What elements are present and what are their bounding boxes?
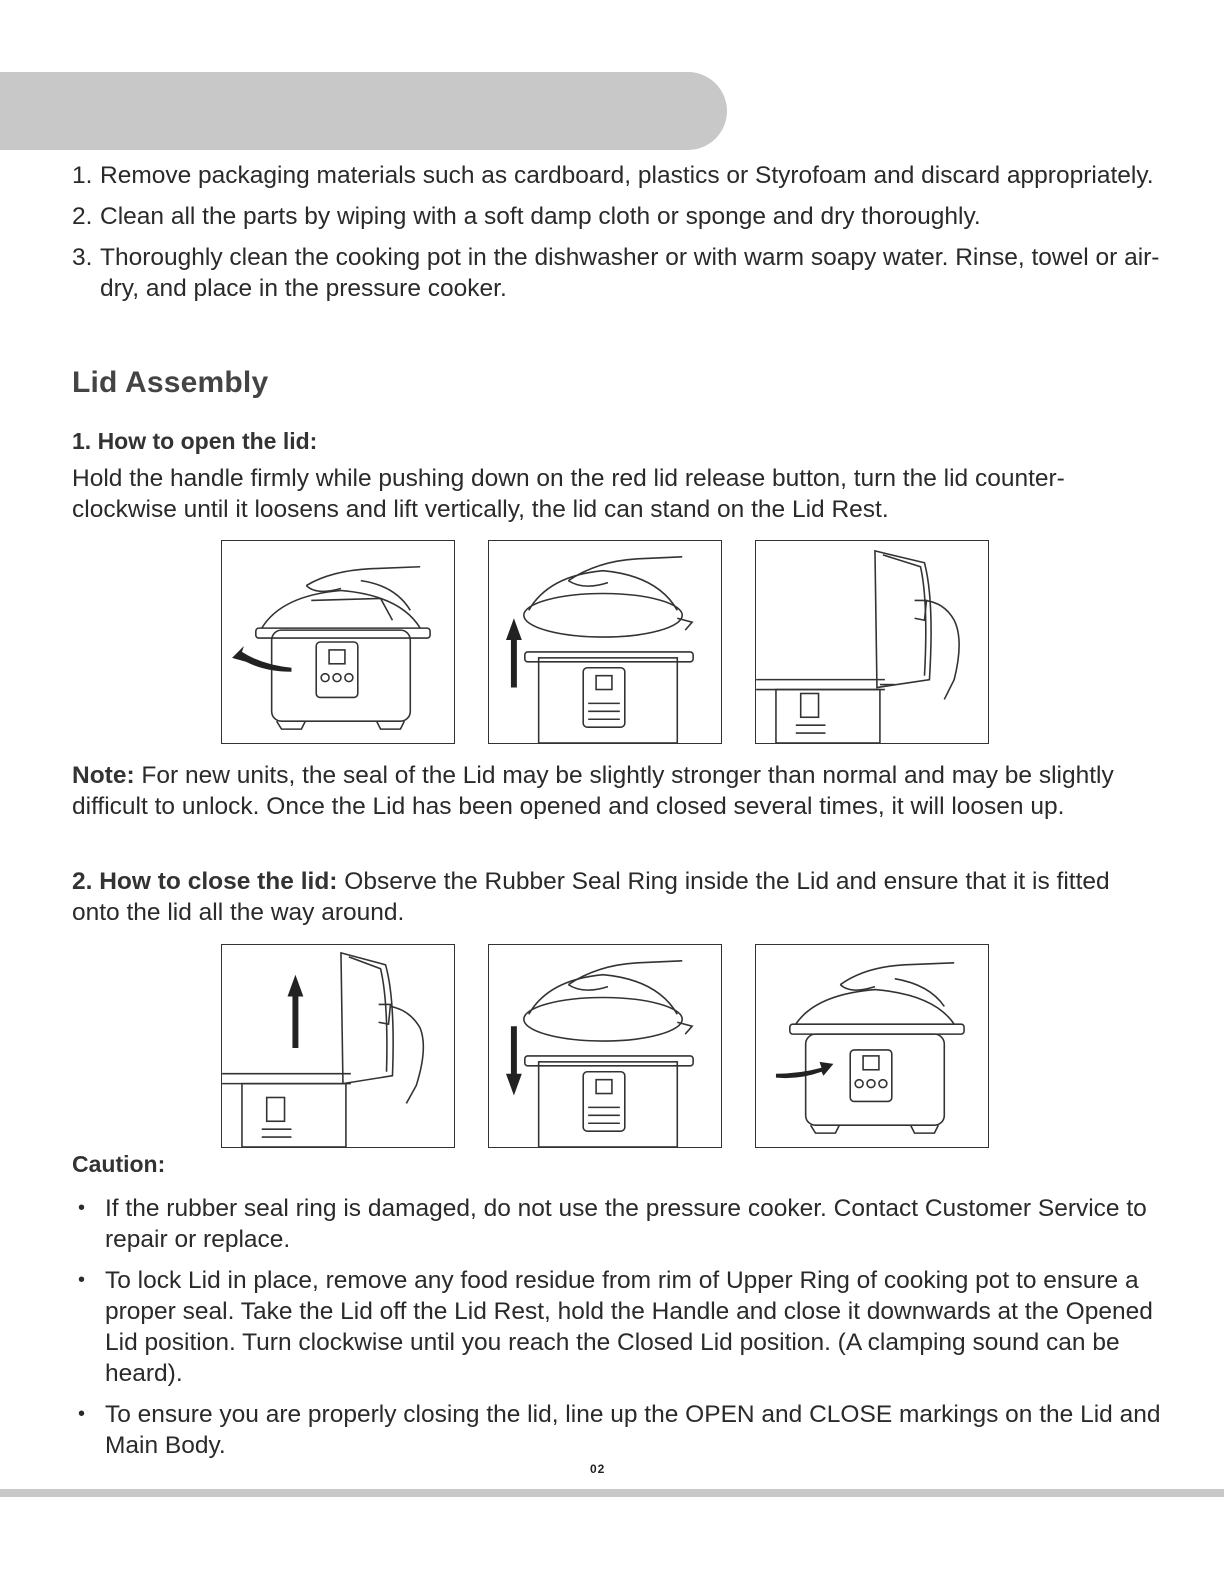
- caution-item: • To lock Lid in place, remove any food residue from rim of Upper Ring of cooking pot to ensure a proper seal. Take the Lid off the Lid Rest, hold the Handle and close it downwards at the Opened Lid position. Turn clockwise until you reach the Closed Lid position. (A clamping sound can be heard).: [78, 1267, 1153, 1387]
- open-lid-title: 1. How to open the lid:: [72, 428, 318, 454]
- up-arrow-icon: [506, 618, 522, 687]
- header-bar: [0, 72, 727, 150]
- caution-title: Caution:: [72, 1151, 166, 1177]
- caution-list: [72, 1193, 1162, 1471]
- cooker-closed-illustration: [756, 945, 988, 1147]
- step-item: 3. Thoroughly clean the cooking pot in the dishwasher or with warm soapy water. Rinse, towel or air-dry, and place in the pressure cooker.: [72, 244, 1160, 302]
- section-title: Lid Assembly: [72, 366, 269, 399]
- lid-resting-illustration: [756, 541, 988, 743]
- page-number: 02: [590, 1462, 606, 1476]
- cooker-lifting-illustration: [489, 541, 721, 743]
- up-arrow-icon: [288, 975, 304, 1048]
- lid-resting-illustration: [222, 945, 454, 1147]
- footer-bar: [0, 1489, 1224, 1497]
- rotate-arrow-icon: [776, 1062, 833, 1078]
- figure-turn-lid-clockwise: [755, 944, 989, 1148]
- open-lid-text: Hold the handle firmly while pushing down on the red lid release button, turn the lid counter-clockwise until it loosens and lift vertically, the lid can stand on the Lid Rest.: [72, 465, 1065, 523]
- figure-lid-on-rest: [755, 540, 989, 744]
- figure-lift-lid: [488, 540, 722, 744]
- down-arrow-icon: [506, 1026, 522, 1095]
- step-item: 2. Clean all the parts by wiping with a soft damp cloth or sponge and dry thoroughly.: [72, 203, 981, 230]
- close-lid-text: 2. How to close the lid: Observe the Rubber Seal Ring inside the Lid and ensure that it is fitted onto the lid all the way around.: [72, 868, 1110, 926]
- figure-lower-lid: [488, 944, 722, 1148]
- note-text: Note: For new units, the seal of the Lid may be slightly stronger than normal and may be slightly difficult to unlock. Once the Lid has been opened and closed several times, it will loosen up.: [72, 762, 1114, 820]
- figure-raise-lid-from-rest: [221, 944, 455, 1148]
- caution-item: • If the rubber seal ring is damaged, do not use the pressure cooker. Contact Customer Service to repair or replace.: [78, 1195, 1147, 1253]
- cooker-closed-illustration: [222, 541, 454, 743]
- caution-item: • To ensure you are properly closing the lid, line up the OPEN and CLOSE markings on the Lid and Main Body.: [78, 1401, 1161, 1459]
- rotate-arrow-icon: [232, 646, 291, 672]
- figure-turn-lid-counterclockwise: [221, 540, 455, 744]
- cooker-lowering-illustration: [489, 945, 721, 1147]
- step-item: 1. Remove packaging materials such as cardboard, plastics or Styrofoam and discard appropriately.: [72, 162, 1154, 189]
- unpacking-steps: [72, 160, 1162, 314]
